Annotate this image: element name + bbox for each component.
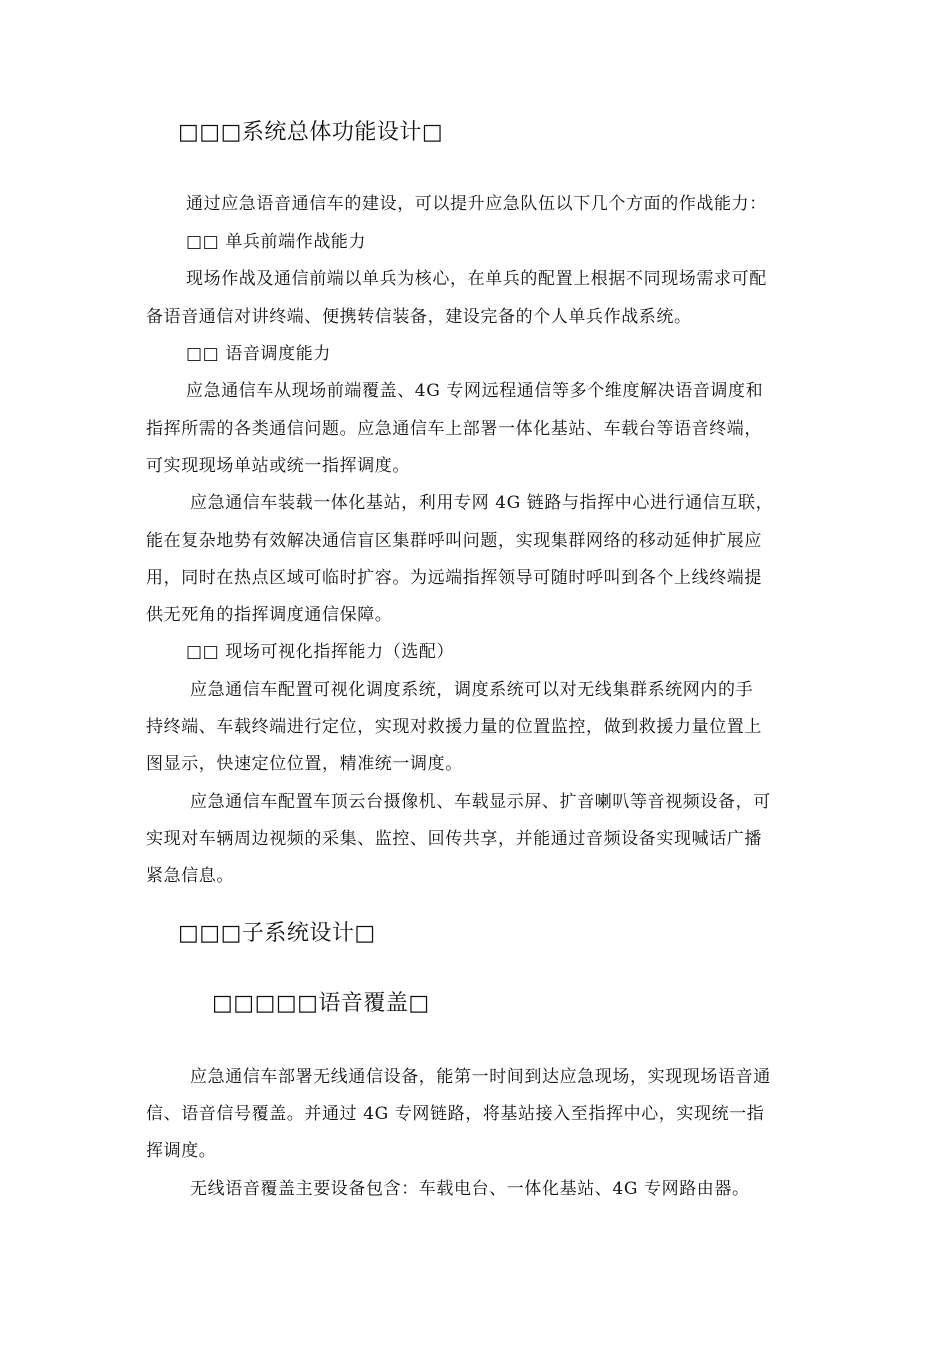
paragraph-line: 图显示，快速定位位置，精准统一调度。: [146, 754, 463, 774]
paragraph-line: 持终端、车载终端进行定位，实现对救援力量的位置监控，做到救援力量位置上: [146, 717, 762, 737]
paragraph-line: 应急通信车从现场前端覆盖、4G 专网远程通信等多个维度解决语音调度和: [186, 381, 764, 401]
paragraph-line: 应急通信车配置可视化调度系统，调度系统可以对无线集群系统网内的手: [190, 680, 754, 700]
paragraph-line: 紧急信息。: [146, 866, 234, 886]
paragraph-line: 应急通信车部署无线通信设备，能第一时间到达应急现场，实现现场语音通: [190, 1067, 771, 1087]
item-title-voice-dispatch: □□ 语音调度能力: [186, 344, 331, 364]
paragraph-line: 无线语音覆盖主要设备包含：车载电台、一体化基站、4G 专网路由器。: [190, 1179, 750, 1199]
paragraph-line: 应急通信车配置车顶云台摄像机、车载显示屏、扩音喇叭等音视频设备，可: [190, 792, 771, 812]
paragraph-line: 供无死角的指挥调度通信保障。: [146, 605, 393, 625]
item-title-single-soldier: □□ 单兵前端作战能力: [186, 232, 367, 252]
section-heading-overall-design: □□□系统总体功能设计□: [178, 120, 444, 145]
paragraph-line: 实现对车辆周边视频的采集、监控、回传共享，并能通过音频设备实现喊话广播: [146, 829, 762, 849]
paragraph-line: 挥调度。: [146, 1141, 217, 1161]
paragraph-line: 能在复杂地势有效解决通信盲区集群呼叫问题，实现集群网络的移动延伸扩展应: [146, 531, 762, 551]
paragraph-line: 指挥所需的各类通信问题。应急通信车上部署一体化基站、车载台等语音终端，: [146, 419, 762, 439]
paragraph-line: 可实现现场单站或统一指挥调度。: [146, 456, 410, 476]
paragraph-line: 信、语音信号覆盖。并通过 4G 专网链路，将基站接入至指挥中心，实现统一指: [146, 1104, 765, 1124]
paragraph-line: 现场作战及通信前端以单兵为核心，在单兵的配置上根据不同现场需求可配: [186, 269, 767, 289]
subsection-heading-voice-coverage: □□□□□语音覆盖□: [212, 991, 430, 1016]
item-title-visual-command: □□ 现场可视化指挥能力（选配）: [186, 642, 455, 662]
paragraph-line: 应急通信车装载一体化基站，利用专网 4G 链路与指挥中心进行通信互联，: [190, 493, 774, 513]
paragraph-line: 备语音通信对讲终端、便携转信装备，建设完备的个人单兵作战系统。: [146, 307, 692, 327]
section-heading-subsystem-design: □□□子系统设计□: [178, 921, 376, 946]
paragraph-line: 用，同时在热点区域可临时扩容。为远端指挥领导可随时呼叫到各个上线终端提: [146, 568, 762, 588]
intro-paragraph: 通过应急语音通信车的建设，可以提升应急队伍以下几个方面的作战能力：: [186, 194, 767, 214]
